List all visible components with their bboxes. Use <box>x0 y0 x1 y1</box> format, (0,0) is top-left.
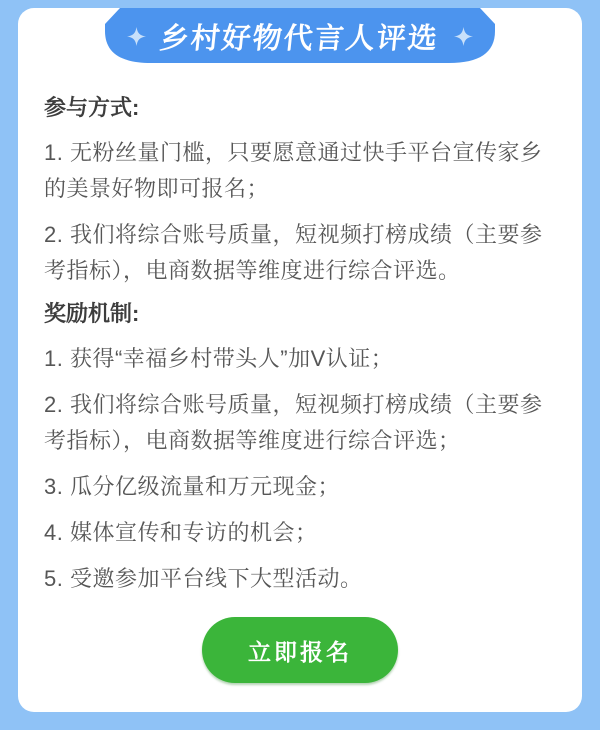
participation-item-2: 2. 我们将综合账号质量，短视频打榜成绩（主要参考指标），电商数据等维度进行综合评选。 <box>44 222 543 283</box>
section-heading-participation: 参与方式: <box>44 95 140 120</box>
section-heading-rewards: 奖励机制: <box>44 301 140 326</box>
banner-inner <box>105 8 495 63</box>
reward-item-2: 2. 我们将综合账号质量，短视频打榜成绩（主要参考指标），电商数据等维度进行综合评选； <box>44 392 543 453</box>
card-content <box>18 8 582 683</box>
participation-item-1: 1. 无粉丝量门槛，只要愿意通过快手平台宣传家乡的美景好物即可报名； <box>44 140 543 201</box>
sparkle-right-icon <box>454 27 473 46</box>
reward-item-3: 3. 瓜分亿级流量和万元现金； <box>44 474 340 499</box>
reward-item-4: 4. 媒体宣传和专访的机会； <box>44 520 318 545</box>
title-banner <box>105 8 495 63</box>
cta-container <box>44 617 556 683</box>
signup-button[interactable]: 立即报名 <box>202 617 398 683</box>
content-card <box>18 8 582 712</box>
sparkle-left-icon <box>127 27 146 46</box>
reward-item-1: 1. 获得“幸福乡村带头人”加V认证； <box>44 346 394 371</box>
reward-item-5: 5. 受邀参加平台线下大型活动。 <box>44 566 363 591</box>
banner-title: 乡村好物代言人评选 <box>158 23 441 55</box>
